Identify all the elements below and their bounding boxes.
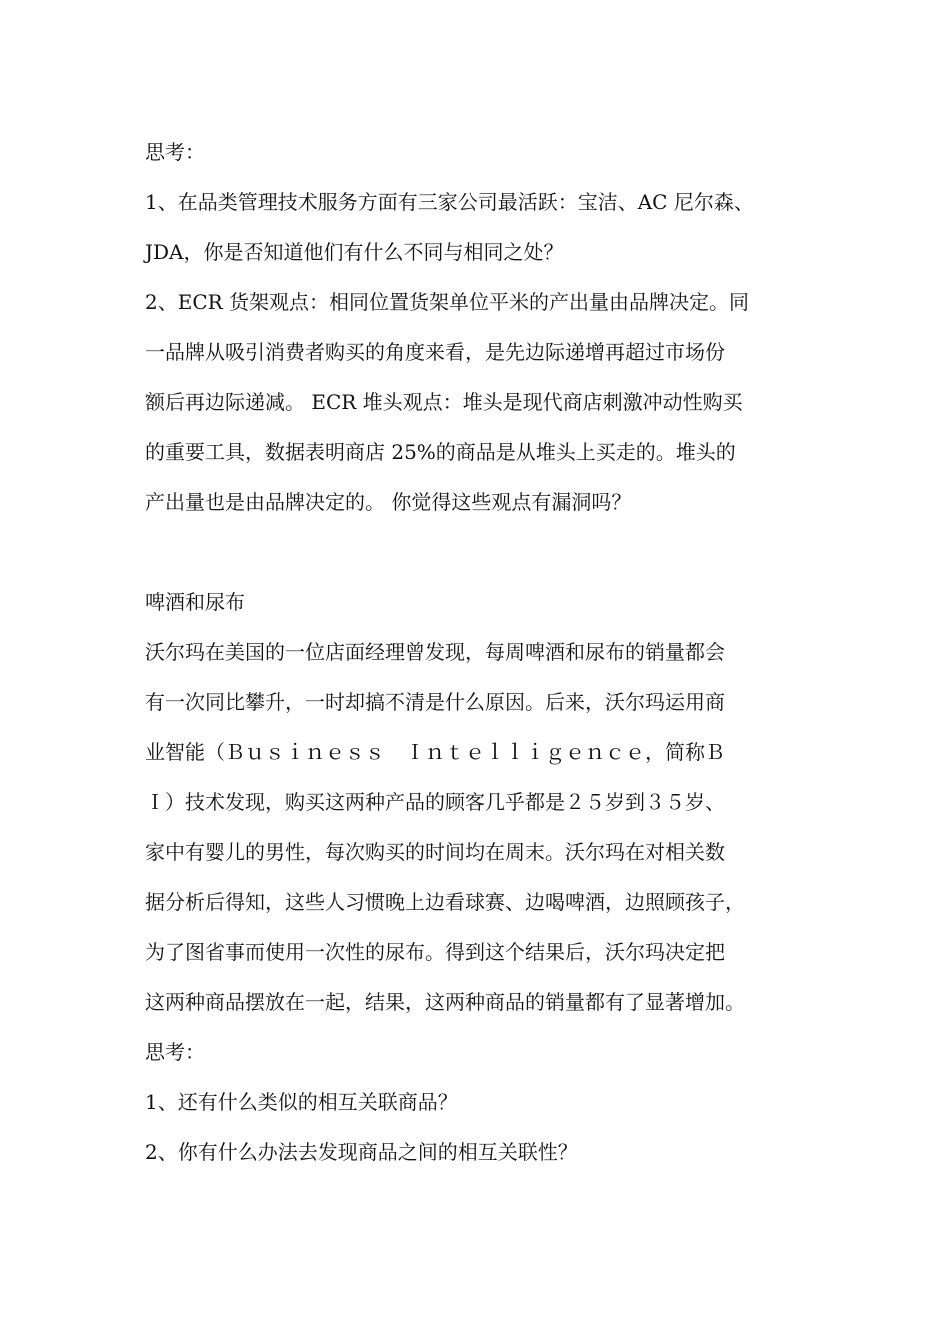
question-2-line-4: 的重要工具，数据表明商店 25%的商品是从堆头上买走的。堆头的 xyxy=(145,440,736,464)
question-1-line-2: JDA，你是否知道他们有什么不同与相同之处？ xyxy=(145,240,564,264)
paragraph-line-4: Ｉ）技术发现，购买这两种产品的顾客几乎都是２５岁到３５岁、 xyxy=(145,790,725,814)
paragraph-line-6: 据分析后得知，这些人习惯晚上边看球赛、边喝啤酒，边照顾孩子， xyxy=(145,890,745,914)
section2-question-1: 1、还有什么类似的相互关联商品？ xyxy=(145,1090,458,1114)
paragraph-line-3: 业智能（Ｂｕｓｉｎｅｓｓ Ｉｎｔｅｌｌｉｇｅｎｃｅ，简称Ｂ xyxy=(145,740,725,764)
question-2-line-5: 产出量也是由品牌决定的。 你觉得这些观点有漏洞吗？ xyxy=(145,490,632,514)
section1-heading: 思考： xyxy=(145,140,205,164)
paragraph-line-2: 有一次同比攀升，一时却搞不清是什么原因。后来，沃尔玛运用商 xyxy=(145,690,725,714)
question-2-line-2: 一品牌从吸引消费者购买的角度来看，是先边际递增再超过市场份 xyxy=(145,340,725,364)
paragraph-line-7: 为了图省事而使用一次性的尿布。得到这个结果后，沃尔玛决定把 xyxy=(145,940,725,964)
question-2-line-3: 额后再边际递减。 ECR 堆头观点：堆头是现代商店刺激冲动性购买 xyxy=(145,390,743,414)
section2-heading: 思考： xyxy=(145,1040,205,1064)
section2-question-2: 2、你有什么办法去发现商品之间的相互关联性？ xyxy=(145,1140,578,1164)
paragraph-line-5: 家中有婴儿的男性，每次购买的时间均在周末。沃尔玛在对相关数 xyxy=(145,840,725,864)
paragraph-line-8: 这两种商品摆放在一起，结果，这两种商品的销量都有了显著增加。 xyxy=(145,990,745,1014)
paragraph-line-1: 沃尔玛在美国的一位店面经理曾发现，每周啤酒和尿布的销量都会 xyxy=(145,640,725,664)
section2-title: 啤酒和尿布 xyxy=(145,590,245,614)
question-2-line-1: 2、ECR 货架观点：相同位置货架单位平米的产出量由品牌决定。同 xyxy=(145,290,750,314)
question-1-line-1: 1、在品类管理技术服务方面有三家公司最活跃：宝洁、AC 尼尔森、 xyxy=(145,190,754,214)
